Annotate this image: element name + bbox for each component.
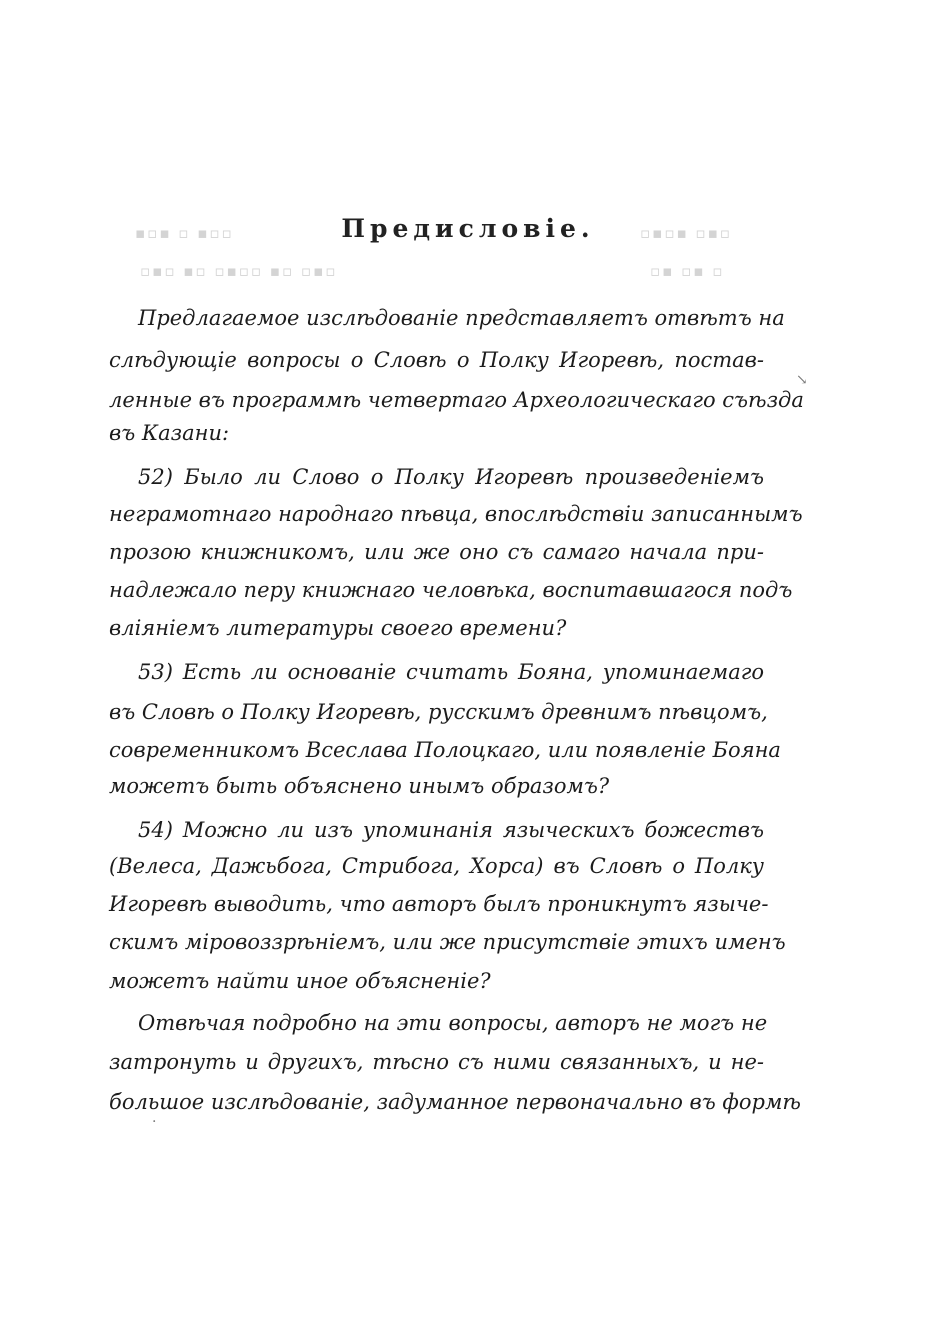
- text-line: скимъ міровоззрѣніемъ, или же присутствіе этихъ именъ: [109, 930, 786, 954]
- text-line: Предлагаемое изслѣдованіе представляетъ отвѣтъ на: [138, 306, 785, 330]
- text-line: неграмотнаго народнаго пѣвца, впослѣдствіи записаннымъ: [109, 502, 803, 526]
- text-line: въ Словѣ о Полку Игоревѣ, русскимъ древнимъ пѣвцомъ,: [109, 700, 768, 724]
- text-line: 52) Было ли Слово о Полку Игоревѣ произведеніемъ: [138, 465, 764, 489]
- text-line: современникомъ Всеслава Полоцкаго, или появленіе Бояна: [109, 738, 781, 762]
- text-line: въ Казани:: [109, 421, 230, 445]
- text-line: Отвѣчая подробно на эти вопросы, авторъ не могъ не: [138, 1011, 768, 1035]
- text-line: затронуть и другихъ, тѣсно съ ними связанныхъ, и не-: [109, 1050, 764, 1074]
- text-line: большое изслѣдованіе, задуманное первоначально въ формѣ: [109, 1090, 801, 1114]
- text-line: можетъ быть объяснено инымъ образомъ?: [109, 774, 610, 798]
- text-line: слѣдующіе вопросы о Словѣ о Полку Игоревѣ, постав-: [109, 348, 764, 372]
- bleed-through-smudge: ▫▪▫▪ ▫▪▫: [640, 224, 732, 242]
- print-speck: ·: [152, 1114, 157, 1130]
- text-line: вліяніемъ литературы своего времени?: [109, 616, 567, 640]
- text-line: надлежало перу книжнаго человѣка, воспитавшагося подъ: [109, 578, 793, 602]
- text-line: ленные въ программѣ четвертаго Археологическаго съѣзда: [109, 388, 804, 412]
- text-line: 53) Есть ли основаніе считать Бояна, упоминаемаго: [138, 660, 764, 684]
- bleed-through-smudge: ▫▪▫ ▪▫ ▫▪▫▫ ▪▫ ▫▪▫: [140, 262, 338, 280]
- text-line: Игоревѣ выводить, что авторъ былъ проникнутъ языче-: [109, 892, 769, 916]
- bleed-through-smudge: ▪▫▪ ▫ ▪▫▫: [135, 224, 234, 242]
- print-speck: ↘: [796, 372, 808, 388]
- text-line: (Велеса, Дажьбога, Стрибога, Хорса) въ Словѣ о Полку: [109, 854, 764, 878]
- bleed-through-smudge: ▫▪ ▫▪ ▫: [650, 262, 725, 280]
- text-line: 54) Можно ли изъ упоминанія языческихъ божествъ: [138, 818, 764, 842]
- text-line: прозою книжникомъ, или же оно съ самаго начала при-: [109, 540, 764, 564]
- text-line: можетъ найти иное объясненіе?: [109, 969, 491, 993]
- page-title: Предисловіе.: [341, 214, 595, 243]
